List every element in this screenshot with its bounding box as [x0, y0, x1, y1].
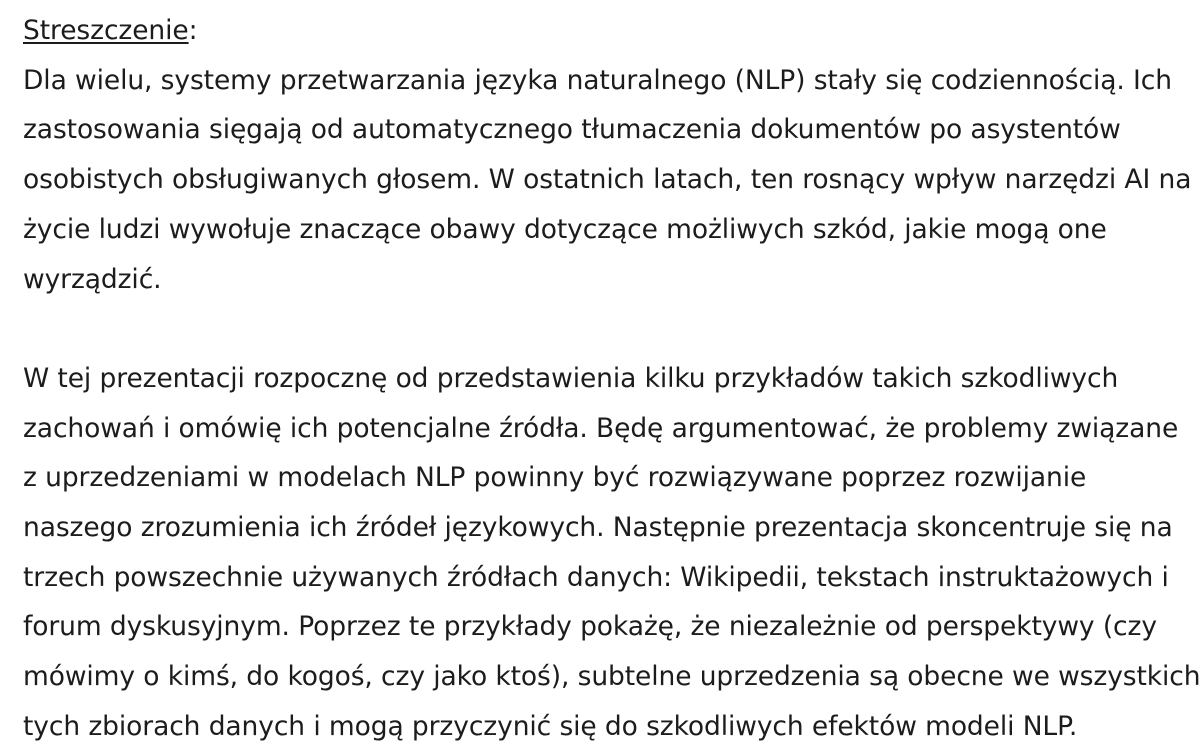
paragraph-1-line-2: zastosowania sięgają od automatycznego tłumaczenia dokumentów po asystentów — [23, 114, 1121, 146]
paragraph-2-line-7: mówimy o kimś, do kogoś, czy jako ktoś), subtelne uprzedzenia są obecne we wszystkich — [23, 661, 1200, 693]
paragraph-2-line-5: trzech powszechnie używanych źródłach danych: Wikipedii, tekstach instruktażowych i — [23, 561, 1169, 593]
paragraph-2-line-2: zachowań i omówię ich potencjalne źródła. Będę argumentować, że problemy związane — [23, 412, 1179, 444]
heading-line — [23, 6, 1200, 56]
paragraph-1-line-4: życie ludzi wywołuje znaczące obawy dotyczące możliwych szkód, jakie mogą one — [23, 213, 1107, 245]
paragraph-1 — [23, 56, 1200, 305]
abstract-document — [23, 6, 1200, 752]
paragraph-1-line-5: wyrządzić. — [23, 263, 162, 295]
heading-colon: : — [188, 15, 198, 46]
paragraph-2-line-6: forum dyskusyjnym. Poprzez te przykłady pokażę, że niezależnie od perspektywy (czy — [23, 611, 1157, 643]
paragraph-2-line-4: naszego zrozumienia ich źródeł językowych. Następnie prezentacja skoncentruje się na — [23, 512, 1173, 544]
paragraph-2-line-1: W tej prezentacji rozpocznę od przedstawienia kilku przykładów takich szkodliwych — [23, 362, 1119, 394]
paragraph-1-line-1: Dla wielu, systemy przetwarzania języka naturalnego (NLP) stały się codziennością. Ich — [23, 64, 1172, 96]
paragraph-1-line-3: osobistych obsługiwanych głosem. W ostatnich latach, ten rosnący wpływ narzędzi AI na — [23, 164, 1192, 196]
paragraph-2-line-3: z uprzedzeniami w modelach NLP powinny być rozwiązywane poprzez rozwijanie — [23, 462, 1087, 494]
paragraph-2 — [23, 354, 1200, 752]
abstract-heading: Streszczenie — [23, 15, 189, 46]
paragraph-2-line-8: tych zbiorach danych i mogą przyczynić się do szkodliwych efektów modeli NLP. — [23, 710, 1078, 742]
paragraph-gap — [23, 304, 1200, 354]
